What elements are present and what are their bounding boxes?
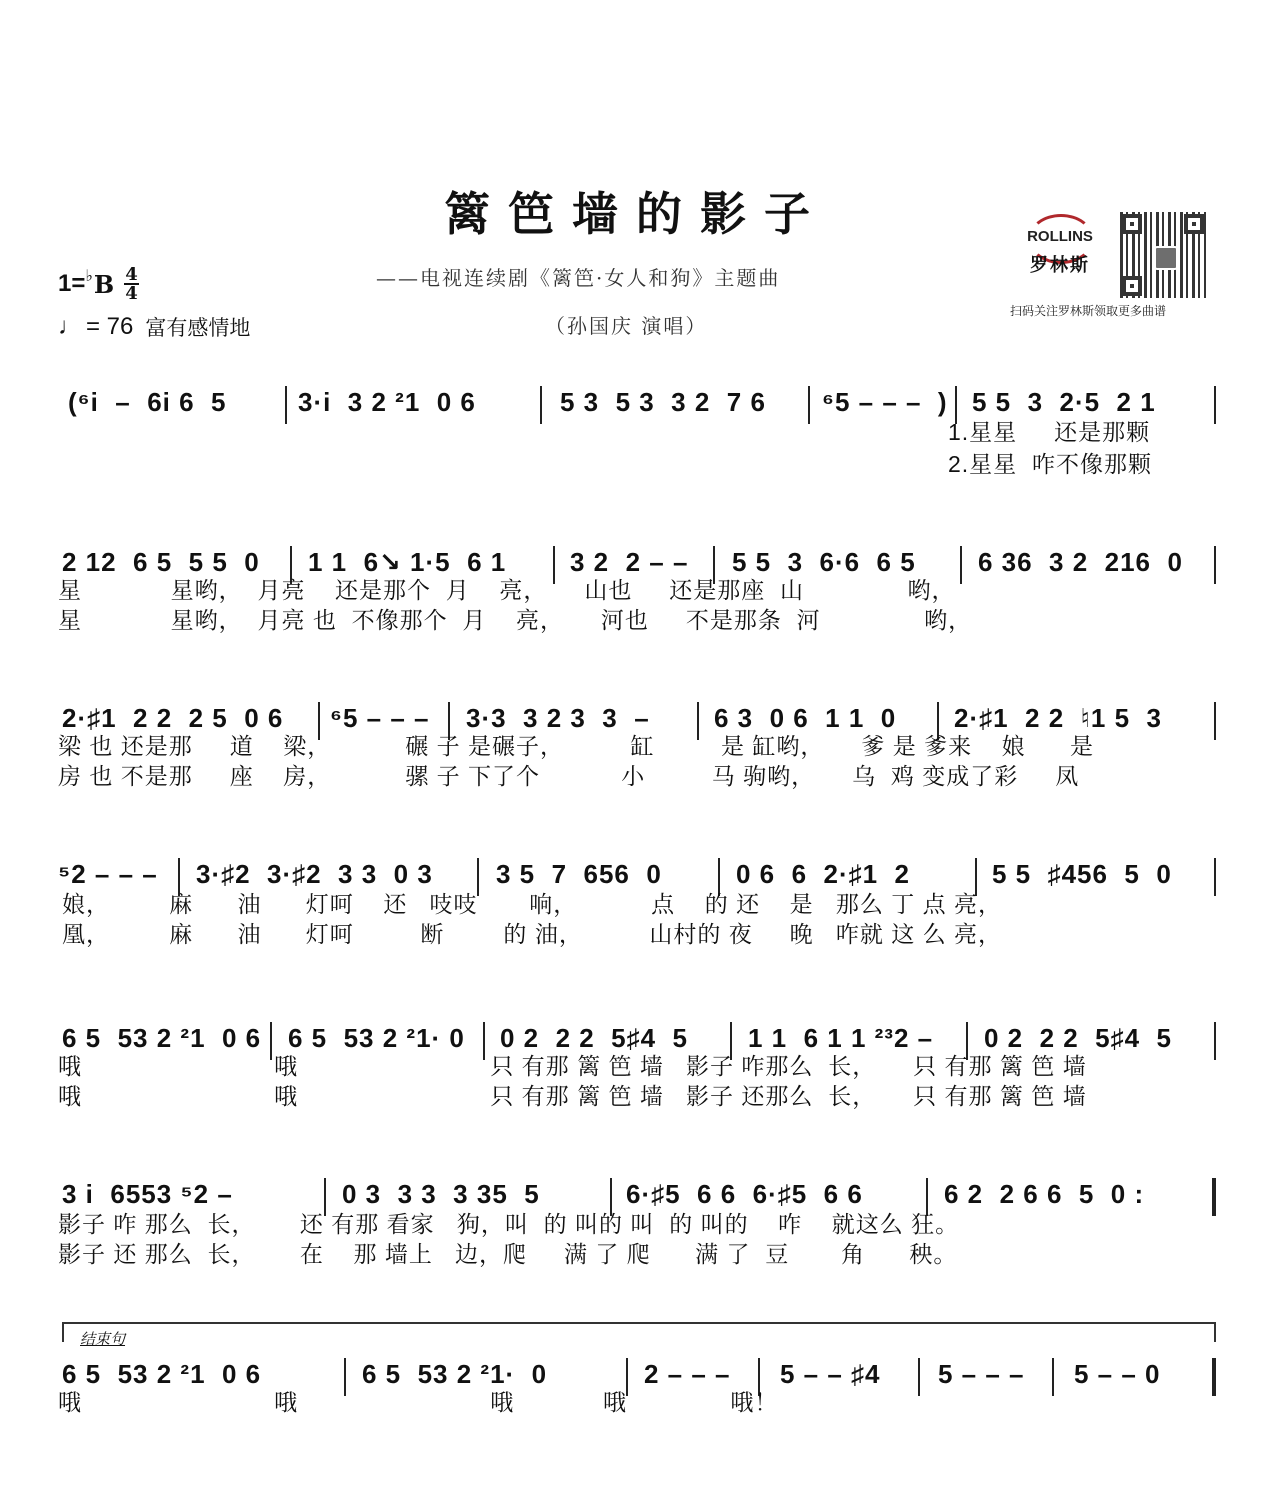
measure: 5 3 5 3 3 2 7 6 bbox=[560, 387, 766, 417]
barline bbox=[1214, 546, 1216, 584]
lyric-line: 哦 哦 哦 哦 哦！ bbox=[58, 1389, 779, 1415]
barline bbox=[1052, 1358, 1054, 1396]
tempo-marking bbox=[58, 312, 250, 342]
measure: 2 – – – bbox=[644, 1359, 731, 1389]
lyric-line: 星 星哟， 月亮 还是那个 月 亮， 山也 还是那座 山 哟， bbox=[58, 577, 956, 603]
time-denominator: 4 bbox=[125, 283, 138, 304]
measure: 5 5 3 6·6 6 5 bbox=[732, 547, 916, 577]
final-barline bbox=[1212, 1178, 1216, 1216]
lyric-line: 娘， 麻 油 灯呵 还 吱吱 响， 点 的 还 是 那么 丁 点 亮， bbox=[62, 891, 1003, 917]
key-signature bbox=[58, 266, 139, 302]
song-subtitle: ——电视连续剧《篱笆·女人和狗》主题曲 bbox=[376, 266, 781, 290]
measure: 3 5 7 656 0 bbox=[496, 859, 662, 889]
qr-corner-icon bbox=[1122, 214, 1142, 234]
measure: 5 – – ♯4 bbox=[780, 1359, 881, 1389]
lyric-line: 梁 也 还是那 道 梁， 碾 子 是碾子， 缸 是 缸哟， 爹 是 爹来 娘 是 bbox=[58, 733, 1095, 759]
measure: 6 5 53 2 ²1· 0 bbox=[362, 1359, 548, 1389]
measure: 2 12 6 5 5 5 0 bbox=[62, 547, 260, 577]
measure: 5 – – – bbox=[938, 1359, 1025, 1389]
lyric-line: 房 也 不是那 座 房， 骡 子 下了个 小 马 驹哟， 乌 鸡 变成了彩 凤 bbox=[58, 763, 1080, 789]
measure: 6 5 53 2 ²1 0 6 bbox=[62, 1023, 262, 1053]
measure: 1 1 6 1 1 ²³2 – bbox=[748, 1023, 934, 1053]
rollins-logo bbox=[1010, 212, 1110, 276]
lyric-line: 哦 哦 只 有那 篱 笆 墙 影子 咋那么 长， 只 有那 篱 笆 墙 bbox=[58, 1053, 1087, 1079]
logo-brand-cn: 罗林斯 bbox=[1030, 255, 1090, 276]
barline bbox=[1214, 702, 1216, 740]
singer-credit: （孙国庆 演唱） bbox=[545, 314, 708, 338]
barline bbox=[918, 1358, 920, 1396]
tempo-value: = 76 bbox=[86, 313, 134, 340]
measure: 5 5 3 2·5 2 1 bbox=[972, 387, 1156, 417]
key-prefix: 1= bbox=[58, 270, 86, 297]
measure: ⁶5 – – – ) bbox=[822, 387, 948, 417]
expression-marking: 富有感情地 bbox=[145, 317, 251, 340]
lyric-line: 2.星星 咋不像那颗 bbox=[948, 451, 1152, 477]
final-barline bbox=[1212, 1358, 1216, 1396]
measure: 2·♯1 2 2 ♮1 5 3 bbox=[954, 703, 1162, 733]
quarter-note-icon: ♩ bbox=[58, 313, 82, 340]
lyric-line: 1.星星 还是那颗 bbox=[948, 419, 1151, 445]
ending-bracket bbox=[62, 1322, 1216, 1342]
measure: 1 1 6↘ 1·5 6 1 bbox=[308, 547, 507, 577]
lyric-line: 影子 咋 那么 长， 还 有那 看家 狗，叫 的 叫的 叫 的 叫的 咋 就这么 狂。 bbox=[58, 1211, 960, 1237]
ending-label: 结束句 bbox=[80, 1331, 126, 1348]
measure: 3·i 3 2 ²1 0 6 bbox=[298, 387, 476, 417]
barline bbox=[540, 386, 542, 424]
song-title: 篱笆墙的影子 bbox=[444, 187, 828, 241]
barline bbox=[285, 386, 287, 424]
measure: 3·♯2 3·♯2 3 3 0 3 bbox=[196, 859, 433, 889]
measure: 3 i 6553 ⁵2 – bbox=[62, 1179, 233, 1209]
measure: 5 – – 0 bbox=[1074, 1359, 1161, 1389]
barline bbox=[1214, 1022, 1216, 1060]
measure: 6·♯5 6 6 6·♯5 6 6 bbox=[626, 1179, 863, 1209]
measure: 5 5 ♯456 5 0 bbox=[992, 859, 1172, 889]
measure: 0 3 3 3 3 35 5 bbox=[342, 1179, 540, 1209]
measure: 0 2 2 2 5♯4 5 bbox=[984, 1023, 1173, 1053]
time-numerator: 4 bbox=[125, 264, 138, 285]
measure: 6 5 53 2 ²1· 0 bbox=[288, 1023, 465, 1053]
lyric-line: 影子 还 那么 长， 在 那 墙上 边，爬 满 了 爬 满 了 豆 角 秧。 bbox=[58, 1241, 958, 1267]
qr-caption: 扫码关注罗林斯领取更多曲谱 bbox=[1010, 304, 1167, 318]
qr-code[interactable] bbox=[1120, 212, 1206, 298]
lyric-line: 星 星哟， 月亮 也 不像那个 月 亮， 河也 不是那条 河 哟， bbox=[58, 607, 973, 633]
measure: 0 2 2 2 5♯4 5 bbox=[500, 1023, 689, 1053]
measure: 6 5 53 2 ²1 0 6 bbox=[62, 1359, 262, 1389]
logo-brand: ROLLINS bbox=[1027, 228, 1093, 245]
flat-icon: ♭ bbox=[85, 268, 93, 285]
qr-corner-icon bbox=[1184, 214, 1204, 234]
lyric-line: 哦 哦 只 有那 篱 笆 墙 影子 还那么 长， 只 有那 篱 笆 墙 bbox=[58, 1083, 1087, 1109]
barline bbox=[1214, 386, 1216, 424]
measure: ⁶5 – – – bbox=[330, 703, 430, 733]
barline bbox=[1214, 858, 1216, 896]
barline bbox=[960, 546, 962, 584]
measure: 2·♯1 2 2 2 5 0 6 bbox=[62, 703, 284, 733]
measure: 6 3 0 6 1 1 0 bbox=[714, 703, 897, 733]
time-signature bbox=[124, 266, 139, 302]
qr-corner-icon bbox=[1122, 276, 1142, 296]
qr-center-logo-icon bbox=[1154, 246, 1178, 270]
measure: 6 2 2 6 6 5 0 : bbox=[944, 1179, 1145, 1209]
measure: 6 36 3 2 216 0 bbox=[978, 547, 1183, 577]
barline bbox=[808, 386, 810, 424]
measure: 3 2 2 – – bbox=[570, 547, 689, 577]
measure: (⁶i – 6i 6 5 bbox=[68, 387, 227, 417]
measure: 0 6 6 2·♯1 2 bbox=[736, 859, 910, 889]
key-note: B bbox=[93, 269, 115, 299]
lyric-line: 凰， 麻 油 灯呵 断 的 油， 山村的 夜 晚 咋就 这 么 亮， bbox=[62, 921, 1003, 947]
measure: 3·3 3 2 3 3 – bbox=[466, 703, 650, 733]
measure: ⁵2 – – – bbox=[58, 859, 158, 889]
